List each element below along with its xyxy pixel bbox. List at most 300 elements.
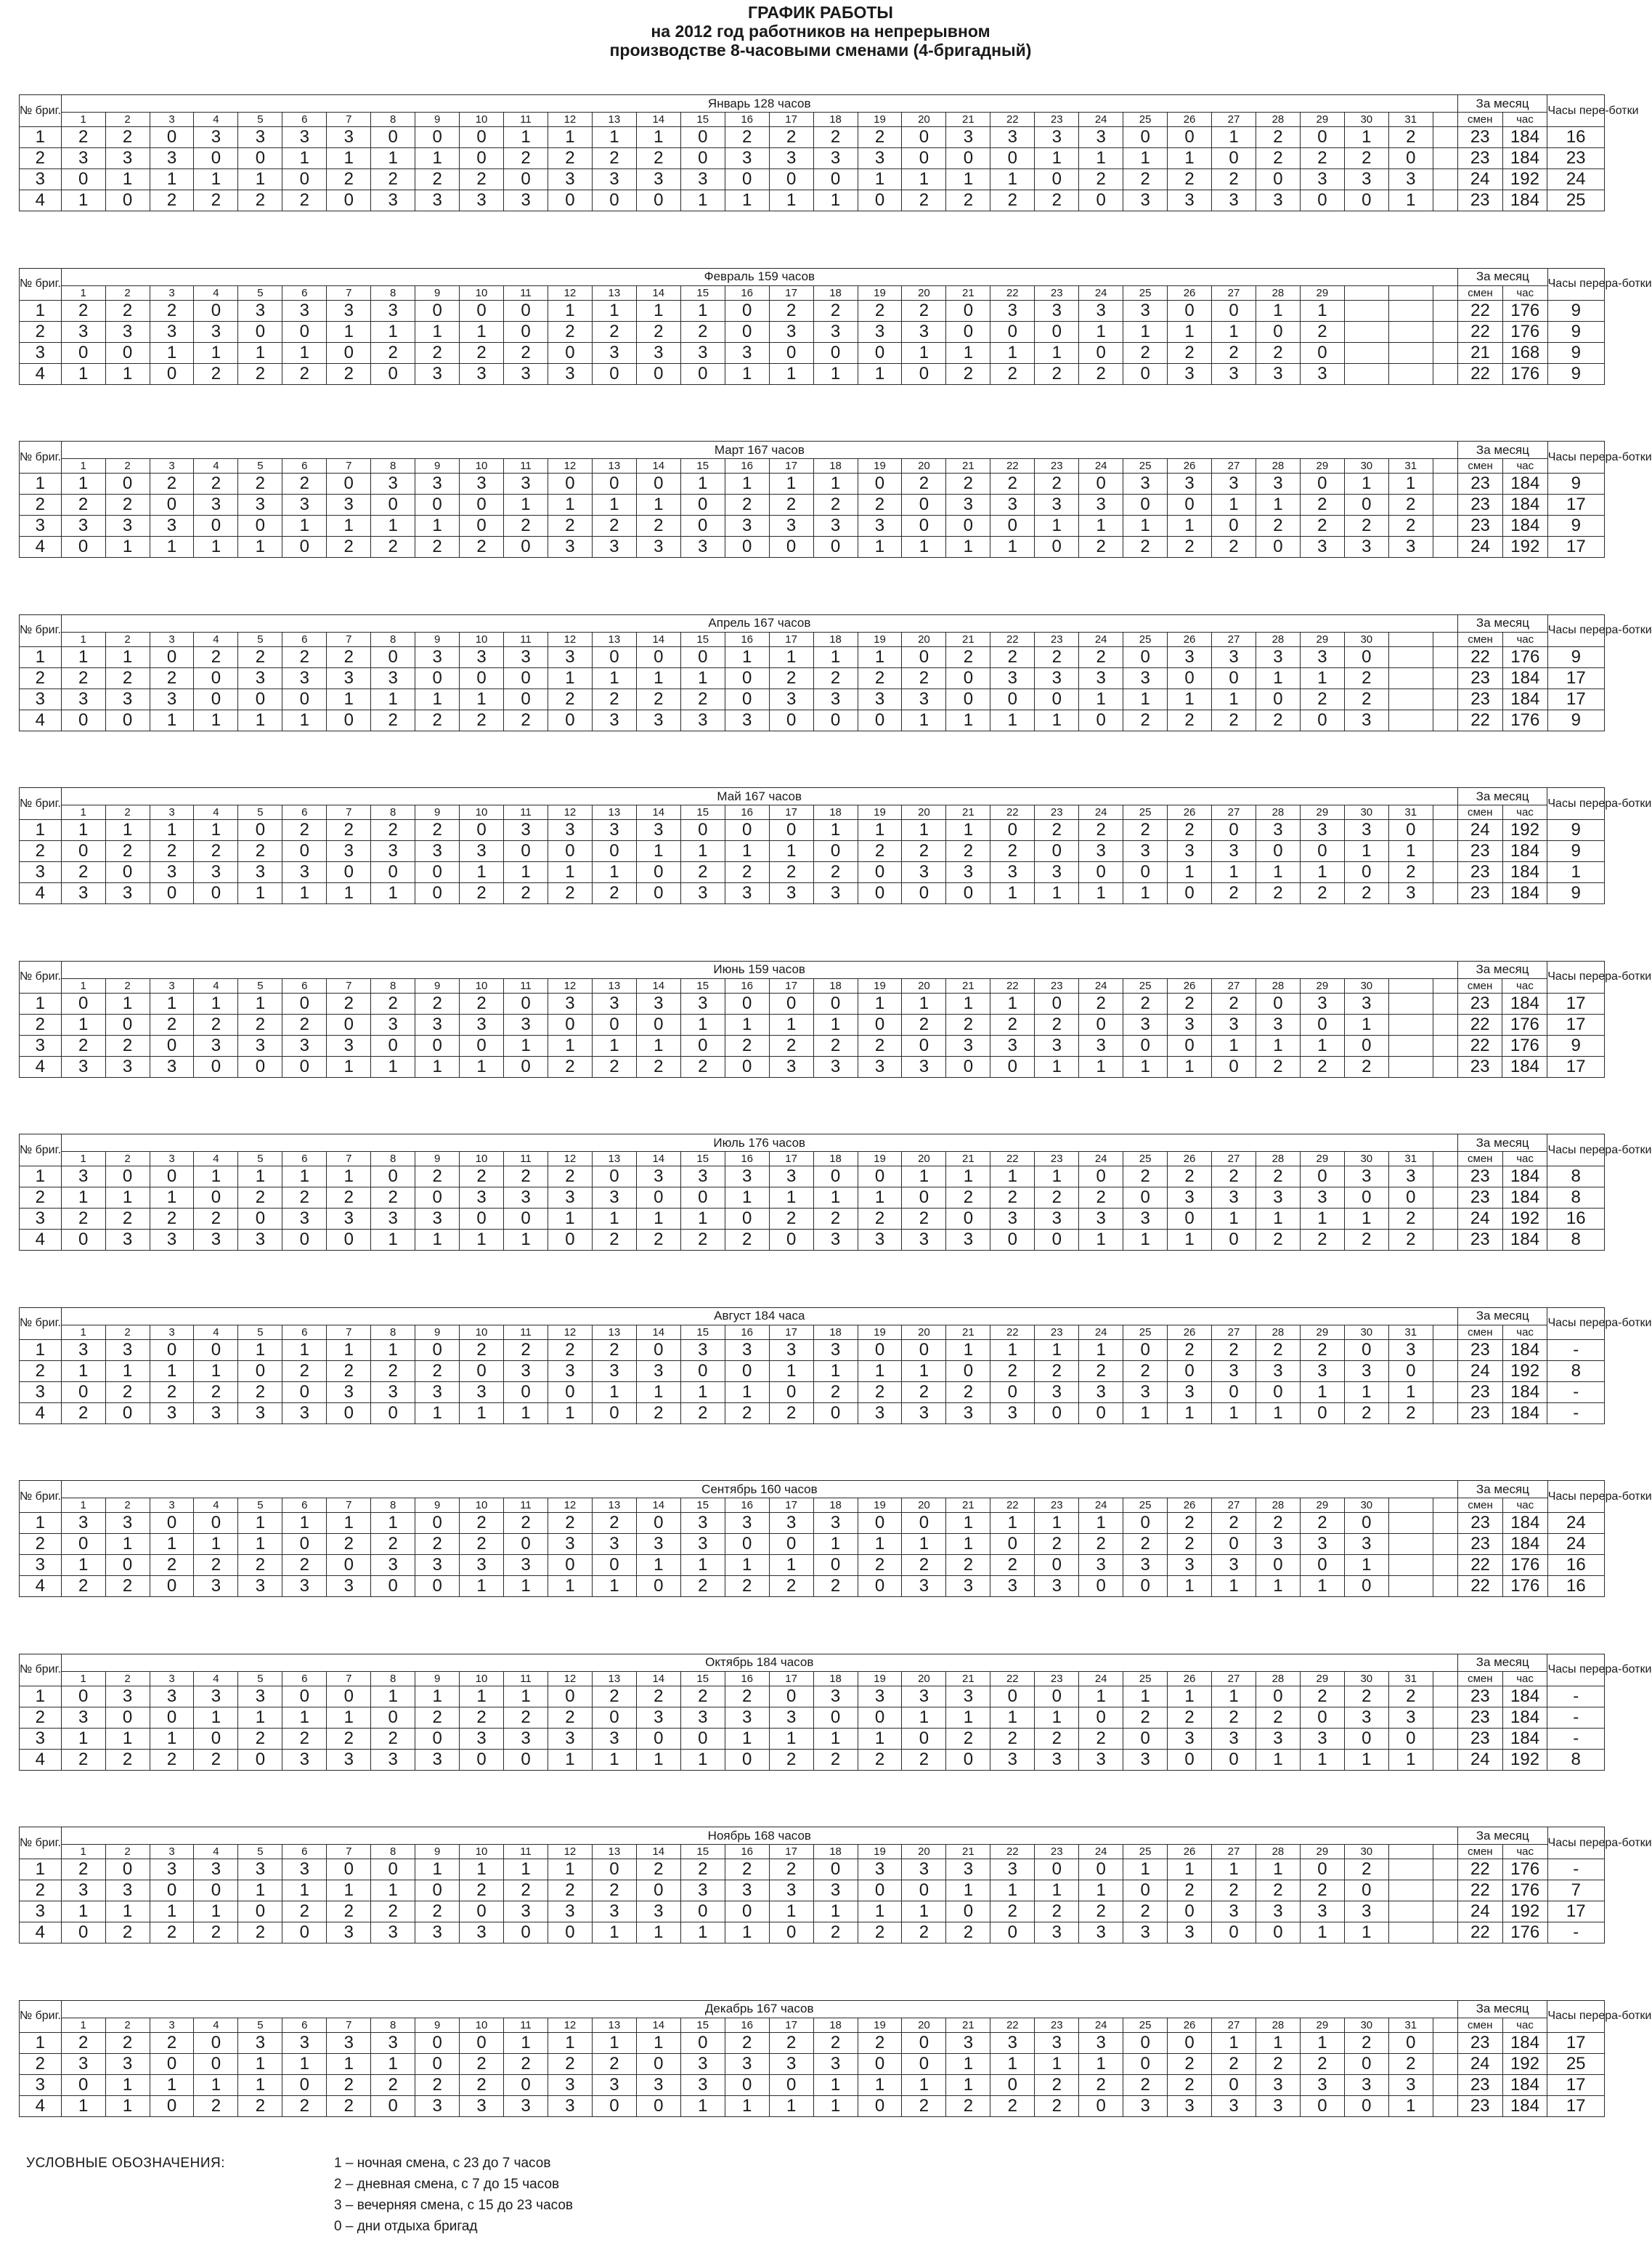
day-number: 10 (460, 459, 504, 474)
shift-cell: 3 (61, 1880, 105, 1901)
shift-cell: 2 (1212, 537, 1256, 558)
shift-cell: 2 (1123, 993, 1168, 1014)
legend-item: 1 – ночная смена, с 23 до 7 часов (334, 2156, 551, 2171)
shift-cell: 3 (1079, 1035, 1123, 1056)
shift-cell (1433, 841, 1457, 862)
shift-cell: 3 (548, 363, 592, 384)
shift-cell: 0 (105, 1402, 150, 1423)
shift-cell: 0 (946, 689, 990, 710)
day-number: 27 (1212, 632, 1256, 646)
day-number: 20 (902, 1498, 946, 1513)
overtime-hours: - (1547, 1381, 1605, 1402)
shift-cell: 0 (460, 2032, 504, 2053)
day-number: 24 (1079, 978, 1123, 993)
day-number: 14 (636, 2018, 680, 2032)
overtime-hours: - (1547, 1707, 1605, 1728)
brigade-row (20, 321, 1605, 342)
shift-cell: 0 (858, 883, 902, 904)
shift-cell: 2 (813, 495, 858, 516)
shift-cell: 0 (548, 190, 592, 211)
shift-cell: 1 (680, 1922, 725, 1944)
day-number: 7 (327, 978, 371, 993)
shift-cell: 2 (194, 1381, 238, 1402)
brigade-row (20, 862, 1605, 883)
shift-cell (1388, 1859, 1433, 1880)
shift-cell: 0 (680, 2032, 725, 2053)
day-number: 5 (238, 2018, 282, 2032)
shift-cell: 1 (105, 1901, 150, 1922)
shift-cell: 3 (548, 820, 592, 841)
overtime-hours: 17 (1547, 1056, 1605, 1077)
shift-cell: 1 (1344, 474, 1388, 495)
shift-cell: 0 (371, 1035, 415, 1056)
shifts-count: 23 (1457, 190, 1502, 211)
shift-cell: 1 (105, 363, 150, 384)
shift-cell: 2 (282, 1360, 327, 1381)
hours-header: час (1502, 632, 1547, 646)
shifts-count: 22 (1458, 1922, 1503, 1944)
shift-cell: 1 (194, 993, 238, 1014)
brigade-header: № бриг. (20, 961, 62, 993)
shift-cell: 3 (858, 1859, 902, 1880)
shift-cell: 1 (238, 883, 282, 904)
shift-cell: 2 (1256, 2053, 1300, 2074)
day-number: 27 (1212, 1152, 1256, 1166)
day-number: 29 (1300, 1671, 1344, 1686)
shift-cell: 3 (1035, 667, 1079, 689)
day-number: 4 (194, 1152, 238, 1166)
shifts-header: смен (1457, 1671, 1502, 1686)
day-number: 1 (61, 1498, 105, 1513)
shift-cell: 0 (725, 321, 769, 342)
shift-cell: 1 (371, 689, 415, 710)
shift-cell: 1 (61, 1014, 105, 1035)
shift-cell: 2 (990, 1555, 1035, 1576)
shift-cell: 0 (1300, 1166, 1344, 1187)
shift-cell: 0 (990, 1230, 1035, 1251)
shift-cell: 0 (460, 1749, 504, 1770)
shift-cell: 2 (990, 1728, 1035, 1749)
shift-cell: 3 (1344, 993, 1388, 1014)
hours-count: 184 (1502, 689, 1547, 710)
shift-cell: 3 (680, 1534, 725, 1555)
brigade-number: 3 (20, 516, 62, 537)
shift-cell: 2 (1300, 689, 1344, 710)
brigade-number: 1 (20, 820, 62, 841)
shift-cell: 3 (990, 1749, 1035, 1770)
shift-cell: 3 (858, 689, 902, 710)
shift-cell: 2 (990, 1187, 1035, 1209)
shift-cell: 3 (371, 1209, 415, 1230)
shift-cell: 3 (990, 1209, 1035, 1230)
shift-cell: 0 (725, 169, 769, 190)
shift-cell: 1 (460, 1230, 504, 1251)
shift-cell: 1 (415, 1686, 460, 1707)
brigade-header: № бриг. (20, 442, 62, 474)
shift-cell: 1 (946, 710, 990, 731)
shift-cell: 1 (371, 1880, 415, 1901)
day-number: 12 (548, 1845, 592, 1859)
shift-cell: 0 (371, 862, 415, 883)
shifts-count: 23 (1457, 2074, 1502, 2095)
shift-cell: 1 (327, 148, 371, 169)
shift-cell: 2 (194, 363, 238, 384)
shift-cell: 2 (548, 1166, 592, 1187)
shift-cell: 2 (1035, 1014, 1079, 1035)
day-number: 5 (238, 285, 282, 300)
shift-cell: 1 (415, 1056, 460, 1077)
shift-cell: 3 (327, 495, 371, 516)
shift-cell: 3 (1300, 1360, 1344, 1381)
shift-cell: 2 (1300, 2053, 1344, 2074)
shift-cell: 1 (194, 1166, 238, 1187)
shift-cell: 3 (636, 710, 680, 731)
shift-cell: 2 (1168, 1880, 1212, 1901)
day-number: 15 (680, 1498, 725, 1513)
overtime-hours: 8 (1547, 1166, 1605, 1187)
shift-cell: 3 (282, 300, 327, 321)
day-number: 31 (1388, 113, 1433, 127)
shift-cell: 3 (813, 689, 858, 710)
shift-cell: 1 (460, 689, 504, 710)
shifts-count: 23 (1457, 1166, 1502, 1187)
day-number: 11 (504, 632, 548, 646)
brigade-number: 4 (20, 363, 62, 384)
shift-cell: 2 (1212, 1166, 1256, 1187)
day-number: 18 (813, 285, 858, 300)
day-number: 25 (1123, 1325, 1168, 1339)
day-number: 13 (592, 1498, 636, 1513)
shift-cell: 3 (105, 516, 150, 537)
shift-cell: 2 (946, 841, 990, 862)
shifts-count: 24 (1457, 1749, 1502, 1770)
shift-cell: 2 (1212, 710, 1256, 731)
day-number: 9 (415, 1845, 460, 1859)
shift-cell (1433, 1749, 1457, 1770)
shift-cell: 0 (990, 689, 1035, 710)
shift-cell: 3 (636, 1166, 680, 1187)
shift-cell: 3 (858, 1402, 902, 1423)
shift-cell: 0 (105, 1014, 150, 1035)
shift-cell: 2 (194, 190, 238, 211)
shift-cell: 1 (1256, 1035, 1300, 1056)
shift-cell: 0 (371, 1576, 415, 1597)
brigade-number: 1 (20, 1339, 62, 1360)
shift-cell: 0 (946, 148, 990, 169)
shift-cell: 0 (548, 1230, 592, 1251)
shift-cell: 0 (725, 1209, 769, 1230)
shift-cell: 3 (61, 689, 105, 710)
shift-cell: 2 (813, 1576, 858, 1597)
shift-cell: 1 (592, 300, 636, 321)
shift-cell: 1 (282, 148, 327, 169)
shift-cell: 1 (1344, 841, 1388, 862)
overtime-hours: 9 (1547, 363, 1604, 384)
shift-cell: 2 (1388, 1230, 1433, 1251)
day-number: 13 (592, 1671, 636, 1686)
shift-cell (1433, 1922, 1457, 1944)
shift-cell: 0 (813, 169, 858, 190)
day-number: 12 (548, 1498, 592, 1513)
shift-cell: 2 (61, 2032, 105, 2053)
shift-cell: 0 (592, 363, 636, 384)
shift-cell: 2 (548, 321, 592, 342)
shift-cell: 1 (150, 1187, 194, 1209)
shift-cell: 2 (1079, 646, 1123, 667)
shifts-header: смен (1458, 285, 1503, 300)
day-number: 3 (150, 1325, 194, 1339)
shift-cell: 2 (105, 1035, 150, 1056)
brigade-header: № бриг. (20, 1827, 62, 1859)
overtime-hours: 9 (1547, 820, 1605, 841)
shift-cell: 1 (725, 1728, 769, 1749)
shift-cell: 3 (725, 710, 769, 731)
shift-cell: 0 (1079, 1859, 1123, 1880)
shift-cell (1433, 1035, 1457, 1056)
hours-count: 192 (1502, 820, 1547, 841)
shift-cell: 1 (813, 190, 858, 211)
shift-cell: 2 (636, 1230, 680, 1251)
day-number: 4 (194, 978, 238, 993)
day-number: 7 (327, 805, 371, 820)
shift-cell: 1 (946, 2053, 990, 2074)
shift-cell: 0 (636, 862, 680, 883)
shift-cell: 3 (813, 883, 858, 904)
shift-cell: 1 (946, 1166, 990, 1187)
shift-cell: 3 (902, 1859, 946, 1880)
shift-cell: 3 (371, 1014, 415, 1035)
shift-cell: 1 (548, 1859, 592, 1880)
shifts-count: 23 (1457, 1402, 1502, 1423)
shift-cell: 3 (680, 1707, 725, 1728)
shift-cell: 3 (1300, 1728, 1344, 1749)
shift-cell: 1 (1212, 1576, 1256, 1597)
day-number: 26 (1168, 459, 1212, 474)
shift-cell: 1 (1168, 1859, 1212, 1880)
shift-cell: 3 (813, 148, 858, 169)
shift-cell: 0 (946, 883, 990, 904)
brigade-row (20, 820, 1605, 841)
day-number: 24 (1079, 1152, 1123, 1166)
shift-cell: 3 (460, 1187, 504, 1209)
day-number: 2 (105, 1325, 150, 1339)
shift-cell: 3 (1123, 300, 1168, 321)
brigade-number: 4 (20, 190, 62, 211)
shift-cell: 1 (150, 342, 194, 363)
shift-cell: 0 (858, 2053, 902, 2074)
day-number: 15 (680, 1325, 725, 1339)
shift-cell: 3 (725, 1707, 769, 1728)
shift-cell: 0 (61, 1534, 105, 1555)
day-number: 6 (282, 285, 327, 300)
day-number: 27 (1212, 113, 1256, 127)
shift-cell: 3 (990, 127, 1035, 148)
day-number: 29 (1300, 632, 1344, 646)
day-number: 1 (61, 1152, 105, 1166)
shift-cell: 3 (282, 1749, 327, 1770)
shift-cell: 0 (150, 883, 194, 904)
shifts-count: 23 (1457, 1381, 1502, 1402)
shift-cell: 3 (1168, 841, 1212, 862)
shift-cell: 3 (548, 993, 592, 1014)
shift-cell: 0 (504, 1534, 548, 1555)
shift-cell: 0 (636, 1513, 680, 1534)
shift-cell: 0 (548, 1555, 592, 1576)
shift-cell: 3 (1344, 820, 1388, 841)
shift-cell: 0 (105, 1555, 150, 1576)
day-number: 3 (150, 113, 194, 127)
shift-cell: 0 (282, 689, 327, 710)
legend (26, 2153, 1043, 2240)
shift-cell: 1 (150, 169, 194, 190)
day-number (1344, 285, 1388, 300)
shift-cell: 1 (636, 127, 680, 148)
brigade-number: 2 (20, 321, 62, 342)
shift-cell: 3 (415, 474, 460, 495)
shift-cell: 1 (1256, 2032, 1300, 2053)
shift-cell: 1 (282, 342, 327, 363)
shift-cell: 3 (1300, 1534, 1344, 1555)
shift-cell: 2 (592, 1056, 636, 1077)
shifts-count: 22 (1457, 1035, 1502, 1056)
shift-cell: 1 (858, 537, 902, 558)
day-number: 25 (1123, 2018, 1168, 2032)
shift-cell: 1 (769, 1360, 813, 1381)
shift-cell: 2 (1344, 883, 1388, 904)
shift-cell: 3 (194, 495, 238, 516)
day-number: 18 (813, 632, 858, 646)
shift-cell: 0 (990, 516, 1035, 537)
shift-cell: 3 (1035, 1576, 1079, 1597)
day-number: 26 (1168, 1845, 1212, 1859)
legend-title: УСЛОВНЫЕ ОБОЗНАЧЕНИЯ: (26, 2156, 225, 2171)
day-number: 12 (548, 1152, 592, 1166)
day-number: 17 (769, 1152, 813, 1166)
shift-cell: 3 (238, 1230, 282, 1251)
shift-cell: 3 (460, 1728, 504, 1749)
day-number: 31 (1388, 459, 1433, 474)
brigade-number: 4 (20, 710, 62, 731)
shift-cell: 2 (769, 1402, 813, 1423)
brigade-number: 2 (20, 667, 62, 689)
day-number: 10 (460, 632, 504, 646)
day-number: 14 (636, 632, 680, 646)
day-number: 28 (1256, 1325, 1300, 1339)
shift-cell: 3 (902, 862, 946, 883)
shift-cell: 0 (415, 300, 460, 321)
day-number: 8 (371, 1498, 415, 1513)
shift-cell: 1 (371, 1339, 415, 1360)
shift-cell: 0 (105, 710, 150, 731)
shift-cell: 2 (990, 1360, 1035, 1381)
shift-cell: 1 (1300, 1209, 1344, 1230)
shifts-count: 24 (1457, 1209, 1502, 1230)
shift-cell: 3 (680, 1339, 725, 1360)
shift-cell: 3 (1300, 646, 1344, 667)
shift-cell: 0 (902, 1728, 946, 1749)
shift-cell: 0 (1123, 2053, 1168, 2074)
shift-cell: 2 (592, 883, 636, 904)
shift-cell: 2 (327, 363, 371, 384)
shift-cell: 2 (238, 363, 282, 384)
shifts-count: 23 (1457, 127, 1502, 148)
shift-cell: 3 (1168, 190, 1212, 211)
shifts-count: 23 (1457, 2032, 1502, 2053)
month-table (19, 1480, 1652, 1597)
shift-cell: 1 (946, 1707, 990, 1728)
shift-cell: 1 (150, 1534, 194, 1555)
shift-cell: 0 (61, 1230, 105, 1251)
shift-cell: 3 (813, 1339, 858, 1360)
shift-cell: 0 (1035, 321, 1079, 342)
shift-cell: 1 (1212, 495, 1256, 516)
shift-cell: 2 (504, 1166, 548, 1187)
shift-cell: 0 (1256, 689, 1300, 710)
day-number: 25 (1123, 978, 1168, 993)
day-number: 27 (1212, 1325, 1256, 1339)
shift-cell: 2 (282, 1014, 327, 1035)
legend-items (334, 2153, 573, 2237)
shift-cell: 0 (504, 1749, 548, 1770)
hours-count: 184 (1502, 2032, 1547, 2053)
day-number: 4 (194, 113, 238, 127)
day-number: 2 (105, 805, 150, 820)
shift-cell: 3 (725, 883, 769, 904)
day-number: 4 (194, 1498, 238, 1513)
shift-cell: 2 (1168, 710, 1212, 731)
shift-cell: 2 (1168, 1707, 1212, 1728)
month-title: Июль 176 часов (61, 1134, 1457, 1152)
shift-cell: 1 (592, 862, 636, 883)
hours-count: 176 (1502, 710, 1547, 731)
shift-cell: 2 (902, 190, 946, 211)
shift-cell: 3 (1079, 1209, 1123, 1230)
shift-cell: 2 (769, 1859, 813, 1880)
shift-cell: 0 (1300, 1555, 1344, 1576)
shift-cell (1433, 1901, 1457, 1922)
shift-cell: 3 (769, 1166, 813, 1187)
shift-cell (1388, 1555, 1433, 1576)
shift-cell: 3 (282, 495, 327, 516)
shift-cell: 1 (769, 1555, 813, 1576)
day-number: 10 (460, 978, 504, 993)
shift-cell: 2 (282, 474, 327, 495)
shift-cell: 0 (282, 1686, 327, 1707)
shift-cell: 3 (460, 841, 504, 862)
shift-cell: 1 (813, 2095, 858, 2116)
shift-cell: 0 (813, 1402, 858, 1423)
day-number: 21 (946, 1152, 990, 1166)
shift-cell: 2 (61, 1402, 105, 1423)
shift-cell: 0 (1035, 993, 1079, 1014)
day-number: 3 (150, 978, 194, 993)
shift-cell: 1 (858, 1728, 902, 1749)
shift-cell: 3 (1079, 300, 1123, 321)
shift-cell: 0 (592, 646, 636, 667)
shift-cell (1433, 190, 1457, 211)
shift-cell: 1 (1212, 321, 1256, 342)
day-number: 11 (504, 1671, 548, 1686)
shift-cell: 0 (371, 1166, 415, 1187)
day-number: 15 (680, 1152, 725, 1166)
shift-cell: 0 (858, 474, 902, 495)
shift-cell: 0 (592, 1555, 636, 1576)
shift-cell: 1 (769, 474, 813, 495)
day-number: 1 (61, 1325, 105, 1339)
shift-cell: 1 (1168, 862, 1212, 883)
day-number: 16 (725, 459, 769, 474)
shift-cell: 1 (1079, 689, 1123, 710)
